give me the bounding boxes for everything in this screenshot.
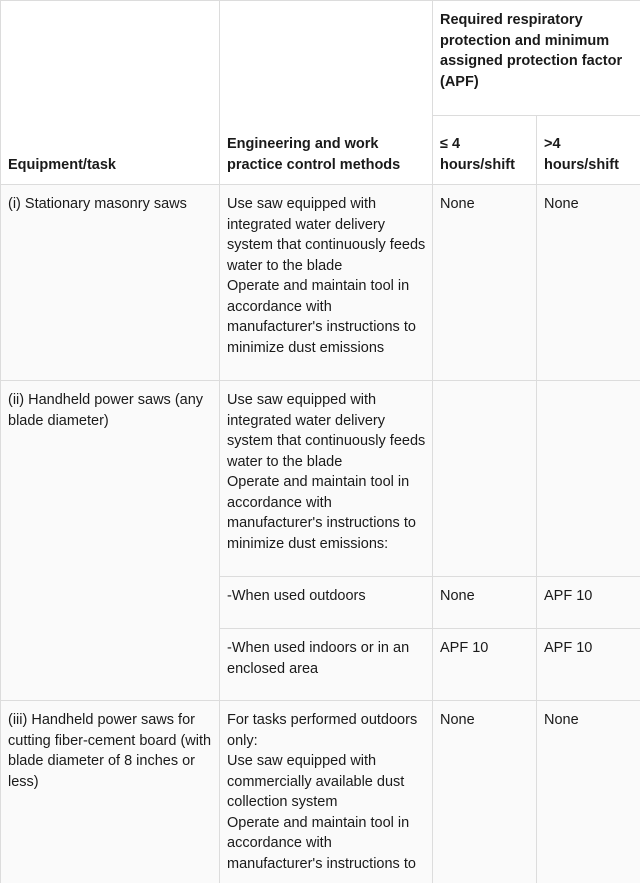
apf-le4-cell: None [433,701,537,883]
task-cell: (iii) Handheld power saws for cutting fiber-cement board (with blade diameter of 8 inches or less) [1,701,220,883]
control-text: Use saw equipped with commercially available dust collection system [227,753,405,810]
condition-cell: -When used outdoors [220,577,433,629]
apf-gt4-cell: APF 10 [537,629,640,701]
apf-gt4-cell [537,381,640,577]
table-row [1,701,640,883]
header-equipment-task: Equipment/task [1,1,220,185]
control-text: Operate and maintain tool in accordance with manufacturer's instructions to minimize dust emissions: [227,474,416,552]
apf-gt4-cell: None [537,701,640,883]
control-text: Operate and maintain tool in accordance with manufacturer's instructions to [227,814,416,872]
control-text: Use saw equipped with integrated water delivery system that continuously feeds water to the blade [227,392,426,470]
apf-gt4-cell: APF 10 [537,577,640,629]
header-respiratory-protection: Required respiratory protection and minimum assigned protection factor (APF) [433,1,640,116]
table-row [1,381,640,577]
control-text: Use saw equipped with integrated water delivery system that continuously feeds water to the blade [227,196,426,274]
task-cell: (i) Stationary masonry saws [1,185,220,381]
header-gt-4-hours: >4 hours/shift [537,116,640,185]
apf-le4-cell: None [433,185,537,381]
controls-cell [220,381,433,577]
apf-le4-cell [433,381,537,577]
control-text: Operate and maintain tool in accordance with manufacturer's instructions to minimize dust emissions [227,278,416,356]
table-row [1,185,640,381]
controls-cell [220,185,433,381]
task-cell: (ii) Handheld power saws (any blade diameter) [1,381,220,701]
controls-cell [220,701,433,883]
apf-le4-cell: APF 10 [433,629,537,701]
control-text: For tasks performed outdoors only: [227,712,418,749]
header-le-4-hours: ≤ 4 hours/shift [433,116,537,185]
apf-le4-cell: None [433,577,537,629]
condition-cell: -When used indoors or in an enclosed area [220,629,433,701]
header-control-methods: Engineering and work practice control methods [220,1,433,185]
apf-gt4-cell: None [537,185,640,381]
